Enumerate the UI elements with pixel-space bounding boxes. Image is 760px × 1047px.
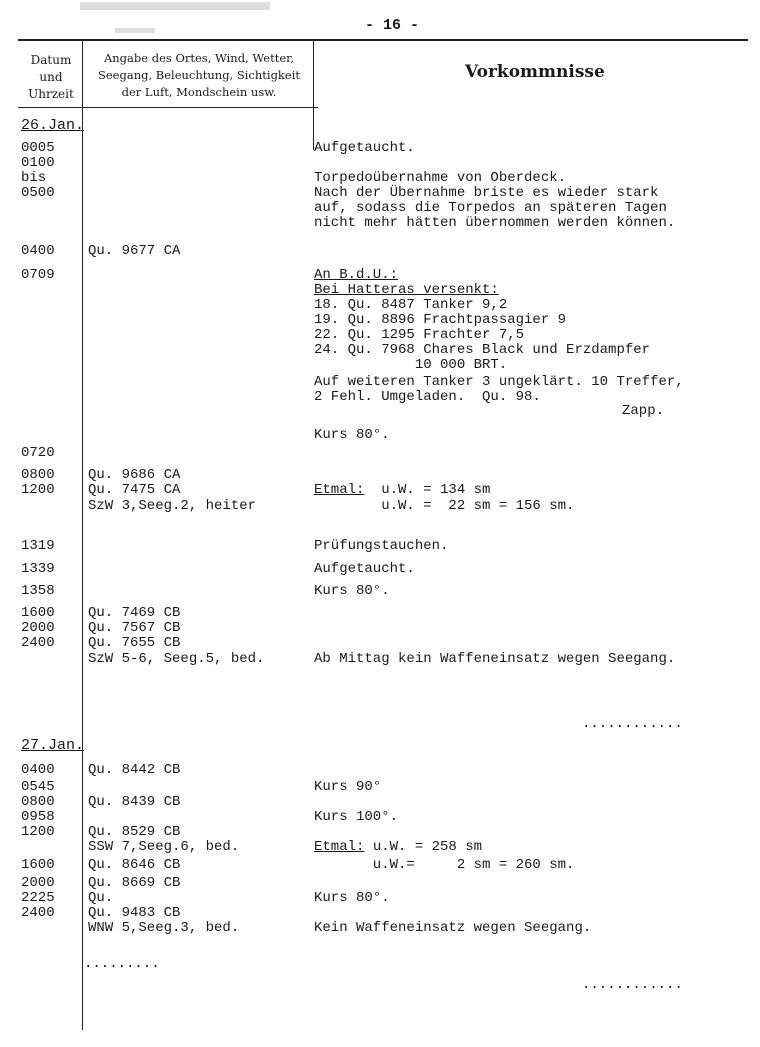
- header-ort: [86, 50, 312, 101]
- row-position: Qu. 7655 CB: [88, 635, 181, 651]
- etmal-label: Etmal:: [314, 839, 365, 855]
- row-event: Kurs 80°.: [314, 583, 390, 599]
- row-position: SSW 7,Seeg.6, bed.: [88, 839, 240, 855]
- row-time: 2225: [21, 890, 55, 906]
- header-ort-line: der Luft, Mondschein usw.: [121, 85, 277, 99]
- row-event: u.W. = 22 sm = 156 sm.: [314, 498, 575, 514]
- row-event: Aufgetaucht.: [314, 561, 415, 577]
- etmal-value: u.W. = 258 sm: [364, 839, 483, 855]
- row-time: 0500: [21, 185, 55, 201]
- row-position: Qu. 8439 CB: [88, 794, 181, 810]
- row-time: 0545: [21, 779, 55, 795]
- row-position: Qu. 7567 CB: [88, 620, 181, 636]
- row-time: 0709: [21, 267, 55, 283]
- row-event: 2 Fehl. Umgeladen. Qu. 98.: [314, 389, 541, 405]
- header-datum: [22, 52, 80, 103]
- row-time: 1600: [21, 857, 55, 873]
- row-event: u.W.= 2 sm = 260 sm.: [314, 857, 575, 873]
- row-time: 26.Jan.: [21, 117, 85, 134]
- row-event: nicht mehr hätten übernommen werden können.: [314, 215, 676, 231]
- header-top-rule: [18, 39, 748, 41]
- row-event: 10 000 BRT.: [314, 357, 508, 373]
- header-ort-line: Angabe des Ortes, Wind, Wetter,: [103, 51, 295, 65]
- row-time: 0400: [21, 762, 55, 778]
- row-event: auf, sodass die Torpedos an späteren Tagen: [314, 200, 667, 216]
- row-event: Aufgetaucht.: [314, 140, 415, 156]
- etmal-value: u.W. = 134 sm: [364, 482, 491, 498]
- row-position: WNW 5,Seeg.3, bed.: [88, 920, 240, 936]
- row-time: 1200: [21, 482, 55, 498]
- col-divider-2: [313, 40, 314, 150]
- row-position: Qu. 7475 CA: [88, 482, 181, 498]
- row-position: SzW 3,Seeg.2, heiter: [88, 498, 257, 514]
- row-event: ............: [582, 977, 683, 993]
- row-time: 27.Jan.: [21, 737, 85, 754]
- row-time: 0005: [21, 140, 55, 156]
- row-time: 2400: [21, 905, 55, 921]
- row-event: ............: [582, 716, 683, 732]
- row-event: Bei Hatteras versenkt:: [314, 282, 499, 298]
- row-time: 1319: [21, 538, 55, 554]
- row-event: An B.d.U.:: [314, 267, 399, 283]
- row-event: [314, 840, 482, 855]
- row-time: 1200: [21, 824, 55, 840]
- row-event: Kurs 80°.: [314, 427, 390, 443]
- header-datum-line: Datum: [30, 53, 72, 67]
- row-time: 0800: [21, 467, 55, 483]
- row-time: 2000: [21, 620, 55, 636]
- row-event: Torpedoübernahme von Oberdeck.: [314, 170, 567, 186]
- row-position: Qu. 8529 CB: [88, 824, 181, 840]
- row-event: Auf weiteren Tanker 3 ungeklärt. 10 Treffer,: [314, 374, 684, 390]
- row-time: 0958: [21, 809, 55, 825]
- etmal-label: Etmal:: [314, 482, 365, 498]
- row-time: 2400: [21, 635, 55, 651]
- row-position: Qu. 8669 CB: [88, 875, 181, 891]
- header-ort-line: Seegang, Beleuchtung, Sichtigkeit: [97, 68, 301, 82]
- row-position: .........: [84, 956, 160, 972]
- row-time: 2000: [21, 875, 55, 891]
- header-datum-line: und: [39, 70, 63, 84]
- top-smudge-2: [115, 28, 155, 33]
- row-position: Qu. 8646 CB: [88, 857, 181, 873]
- row-event: Nach der Übernahme briste es wieder stark: [314, 185, 659, 201]
- top-smudge: [80, 2, 270, 10]
- row-event: Kein Waffeneinsatz wegen Seegang.: [314, 920, 592, 936]
- row-time: 1600: [21, 605, 55, 621]
- row-event: [314, 483, 490, 498]
- row-time: 1339: [21, 561, 55, 577]
- row-position: Qu.: [88, 890, 114, 906]
- row-position: Qu. 9677 CA: [88, 243, 181, 259]
- row-position: Qu. 7469 CB: [88, 605, 181, 621]
- row-time: 1358: [21, 583, 55, 599]
- row-time: bis: [21, 170, 47, 186]
- header-datum-line: Uhrzeit: [28, 87, 74, 101]
- row-position: Qu. 8442 CB: [88, 762, 181, 778]
- row-time: 0400: [21, 243, 55, 259]
- row-event: 22. Qu. 1295 Frachter 7,5: [314, 327, 525, 343]
- row-event: Kurs 90°: [314, 779, 382, 795]
- row-event: Ab Mittag kein Waffeneinsatz wegen Seegang.: [314, 651, 676, 667]
- row-time: 0720: [21, 445, 55, 461]
- row-time: 0100: [21, 155, 55, 171]
- row-event: 24. Qu. 7968 Chares Black und Erzdampfer: [314, 342, 651, 358]
- header-vorkommnisse: Vorkommnisse: [465, 62, 605, 82]
- row-event: Prüfungstauchen.: [314, 538, 449, 554]
- row-position: Qu. 9483 CB: [88, 905, 181, 921]
- page-number: - 16 -: [365, 17, 420, 34]
- header-bottom-rule: [18, 107, 318, 108]
- row-event: Kurs 100°.: [314, 809, 399, 825]
- row-event: Zapp.: [622, 403, 665, 419]
- row-event: 19. Qu. 8896 Frachtpassagier 9: [314, 312, 567, 328]
- row-position: SzW 5-6, Seeg.5, bed.: [88, 651, 265, 667]
- row-event: Kurs 80°.: [314, 890, 390, 906]
- row-position: Qu. 9686 CA: [88, 467, 181, 483]
- row-time: 0800: [21, 794, 55, 810]
- row-event: 18. Qu. 8487 Tanker 9,2: [314, 297, 508, 313]
- col-divider-1: [82, 40, 83, 1030]
